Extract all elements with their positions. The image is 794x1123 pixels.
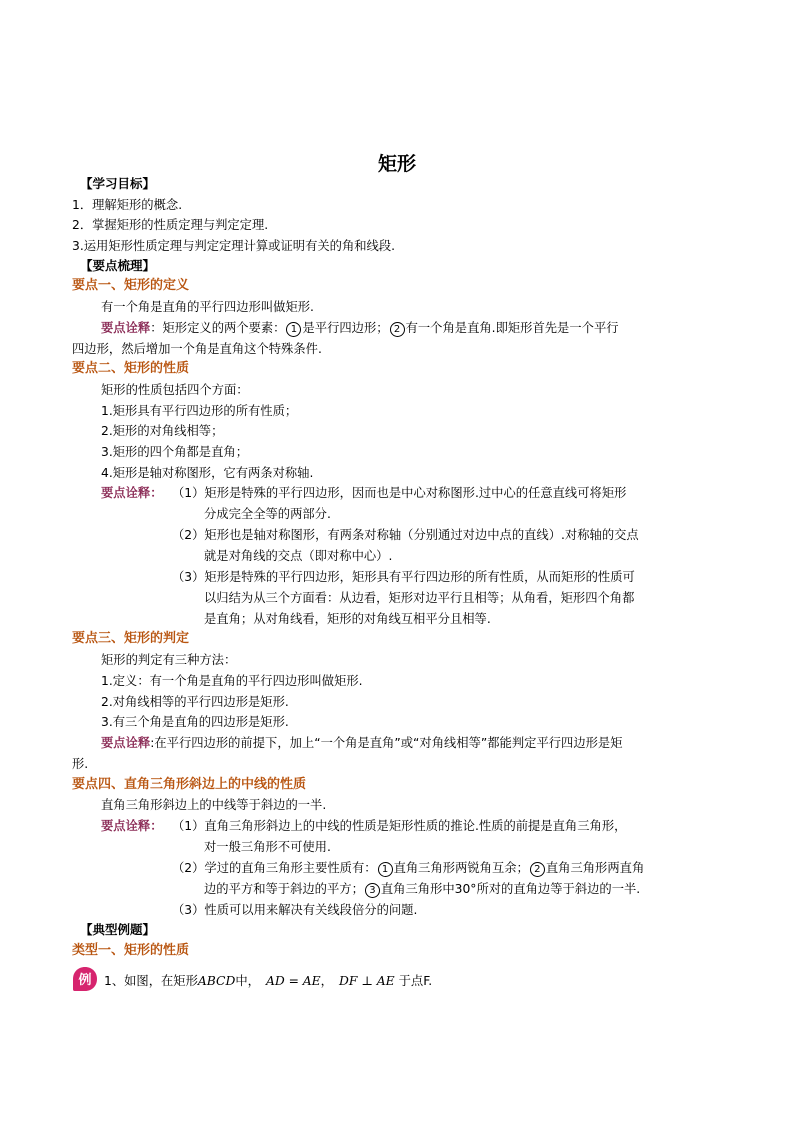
type1-heading: 类型一、矩形的性质 <box>72 943 190 958</box>
point4-note-label: 要点诠释： <box>101 819 163 833</box>
point2-intro: 矩形的性质包括四个方面： <box>101 383 249 397</box>
point3-intro: 矩形的判定有三种方法： <box>101 653 237 667</box>
note-label: 要点诠释 <box>101 736 151 750</box>
point2-item: 2.矩形的对角线相等； <box>101 424 224 438</box>
point4-note-2: （2）学过的直角三角形主要性质有： 1 直角三角形两锐角互余； 2 直角三角形两直角 <box>172 861 645 875</box>
circled-number: 1 <box>378 862 393 877</box>
point2-note-2-cont: 就是对角线的交点（即对称中心）. <box>204 549 393 563</box>
objectives-heading: 【学习目标】 <box>80 176 156 191</box>
point2-note-1-cont: 分成完全全等的两部分. <box>204 507 331 521</box>
math-expression: DF ⊥ AE <box>338 974 395 988</box>
note-label: 要点诠释 <box>101 321 151 335</box>
point2-note-3: （3）矩形是特殊的平行四边形，矩形具有平行四边形的所有性质，从而矩形的性质可 <box>172 570 635 584</box>
point1-note: 要点诠释：矩形定义的两个要素： 1 是平行四边形； 2 有一个角是直角.即矩形首先是一个平行 <box>101 321 619 335</box>
math-expression: ABCD <box>197 974 236 988</box>
point4-note-1-cont: 对一般三角形不可使用. <box>204 840 331 854</box>
point3-note: 要点诠释:在平行四边形的前提下，加上“一个角是直角”或“对角线相等”都能判定平行四边形是矩 <box>101 736 623 750</box>
point4-note-3: （3）性质可以用来解决有关线段倍分的问题. <box>172 903 418 917</box>
example-badge-text: 例 <box>78 973 92 988</box>
page-title: 矩形 <box>377 153 416 175</box>
point4-heading: 要点四、直角三角形斜边上的中线的性质 <box>72 777 307 792</box>
point2-note-3-cont: 是直角；从对角线看，矩形的对角线互相平分且相等. <box>204 612 491 626</box>
point3-heading: 要点三、矩形的判定 <box>72 631 190 646</box>
objective-item: 3.运用矩形性质定理与判定定理计算或证明有关的角和线段. <box>72 239 396 253</box>
example-1-text: 1、如图，在矩形ABCD中， AD = AE， DF ⊥ AE 于点F. <box>104 974 433 988</box>
math-expression: AD = AE <box>265 974 321 988</box>
objective-item: 1．理解矩形的概念. <box>72 198 183 212</box>
point2-note-3-cont: 以归结为从三个方面看：从边看，矩形对边平行且相等；从角看，矩形四个角都 <box>204 591 635 605</box>
point1-heading: 要点一、矩形的定义 <box>72 278 190 293</box>
point3-item: 3.有三个角是直角的四边形是矩形. <box>101 715 289 729</box>
point4-note-1: （1）直角三角形斜边上的中线的性质是矩形性质的推论.性质的前提是直角三角形， <box>172 819 627 833</box>
point3-item: 1.定义：有一个角是直角的平行四边形叫做矩形. <box>101 674 363 688</box>
point3-note-continued: 形. <box>72 757 89 771</box>
point2-heading: 要点二、矩形的性质 <box>72 361 190 376</box>
examples-heading: 【典型例题】 <box>80 922 156 937</box>
point4-note-2-cont: 边的平方和等于斜边的平方； 3 直角三角形中30°所对的直角边等于斜边的一半. <box>204 882 641 896</box>
point3-item: 2.对角线相等的平行四边形是矩形. <box>101 695 289 709</box>
circled-number: 2 <box>390 322 405 337</box>
point4-statement: 直角三角形斜边上的中线等于斜边的一半. <box>101 798 327 812</box>
circled-number: 3 <box>365 883 380 898</box>
circled-number: 2 <box>530 862 545 877</box>
objective-item: 2．掌握矩形的性质定理与判定定理. <box>72 218 269 232</box>
point2-note-2: （2）矩形也是轴对称图形，有两条对称轴（分别通过对边中点的直线）.对称轴的交点 <box>172 528 639 542</box>
point2-item: 4.矩形是轴对称图形，它有两条对称轴. <box>101 466 314 480</box>
point1-note-continued: 四边形，然后增加一个角是直角这个特殊条件. <box>72 342 322 356</box>
summary-heading: 【要点梳理】 <box>80 258 156 273</box>
point1-definition: 有一个角是直角的平行四边形叫做矩形. <box>101 300 314 314</box>
circled-number: 1 <box>286 322 301 337</box>
point2-item: 1.矩形具有平行四边形的所有性质； <box>101 404 298 418</box>
point2-note-label: 要点诠释： <box>101 486 163 500</box>
point2-note-1: （1）矩形是特殊的平行四边形，因而也是中心对称图形.过中心的任意直线可将矩形 <box>172 486 627 500</box>
example-badge-icon <box>72 966 98 992</box>
point2-item: 3.矩形的四个角都是直角； <box>101 445 248 459</box>
